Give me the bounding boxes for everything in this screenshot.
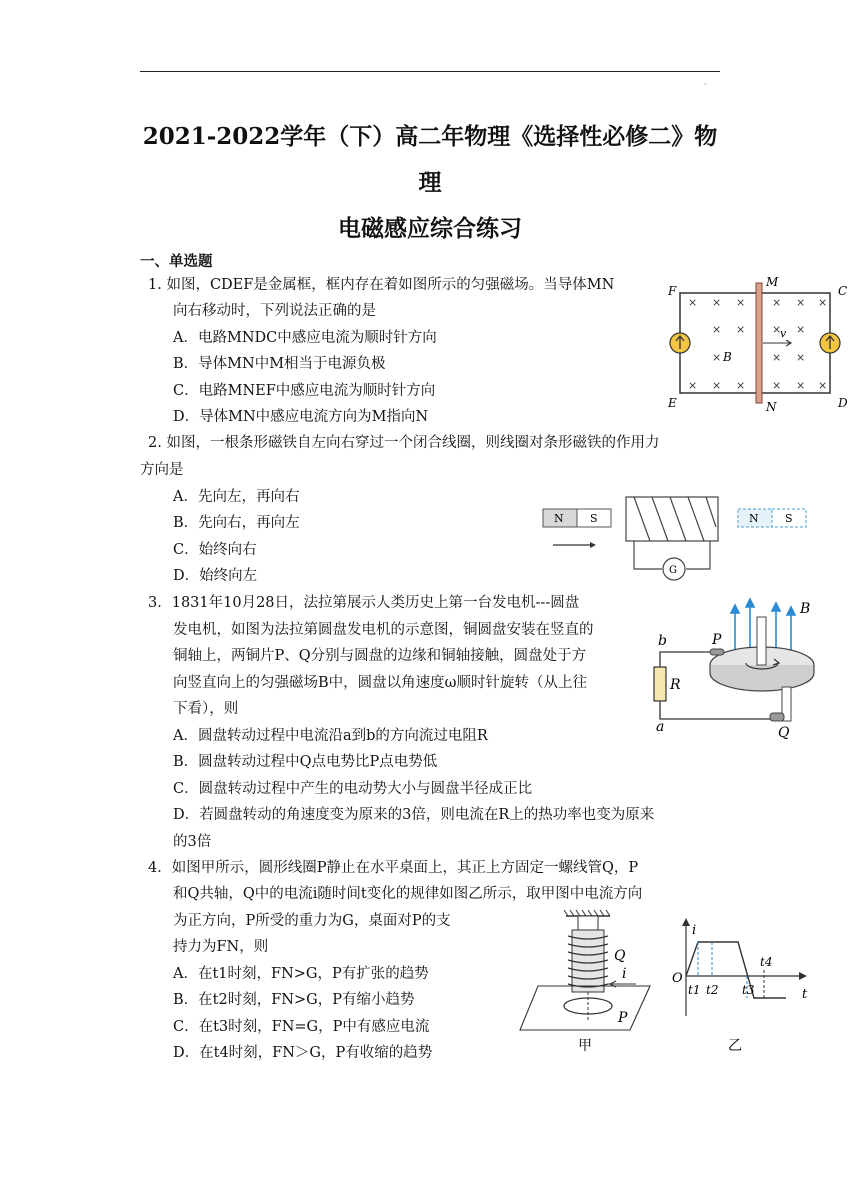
q3-option-c: C．圆盘转动过程中产生的电动势大小与圆盘半径成正比 (173, 781, 533, 797)
svg-text:B: B (723, 350, 732, 364)
svg-text:×: × (688, 379, 698, 392)
q4-stem-line2: 和Q共轴，Q中的电流i随时间t变化的规律如图乙所示，取甲图中电流方向 (173, 886, 643, 902)
q3-stem-line4: 向竖直向上的匀强磁场B中，圆盘以角速度ω顺时针旋转（从上往 (173, 675, 587, 691)
page-title: 2021-2022学年（下）高二年物理《选择性必修二》物 (142, 123, 718, 150)
q1-option-b: B．导体MN中M相当于电源负极 (173, 356, 386, 372)
q2-option-b: B．先向右，再向左 (173, 515, 300, 531)
section-heading: 一、单选题 (140, 254, 213, 270)
svg-text:×: × (736, 296, 746, 309)
svg-text:M: M (766, 275, 779, 289)
svg-text:O: O (672, 971, 683, 986)
svg-text:×: × (796, 379, 806, 392)
q2-stem-line2: 方向是 (140, 462, 184, 478)
q3-figure (650, 597, 845, 742)
svg-text:P: P (712, 632, 722, 648)
header-dot: · (704, 80, 707, 89)
svg-text:R: R (670, 677, 681, 693)
q4-figure-yi (668, 912, 818, 1057)
svg-text:t4: t4 (760, 955, 773, 969)
svg-text:Q: Q (778, 725, 790, 741)
q2-option-d: D．始终向左 (173, 568, 258, 584)
svg-text:N: N (554, 512, 564, 525)
q1-option-d: D．导体MN中感应电流方向为M指向N (173, 409, 429, 425)
q2-option-c: C．始终向右 (173, 542, 257, 558)
svg-text:N: N (749, 512, 759, 525)
svg-text:×: × (796, 351, 806, 364)
svg-text:C: C (838, 284, 848, 298)
q1-option-a: A．电路MNDC中感应电流为顺时针方向 (173, 330, 437, 346)
q1-option-c: C．电路MNEF中感应电流为顺时针方向 (173, 383, 436, 399)
svg-text:t2: t2 (706, 983, 719, 997)
q4-option-b: B．在t2时刻，FN>G，P有缩小趋势 (173, 992, 415, 1008)
q3-option-b: B．圆盘转动过程中Q点电势比P点电势低 (173, 754, 438, 770)
q4-option-d: D．在t4时刻，FN＞G，P有收缩的趋势 (173, 1045, 433, 1061)
q3-option-a: A．圆盘转动过程中电流沿a到b的方向流过电阻R (173, 728, 488, 744)
svg-text:×: × (688, 296, 698, 309)
svg-text:v: v (780, 327, 787, 340)
svg-text:甲: 甲 (578, 1038, 592, 1054)
svg-text:t3: t3 (742, 983, 755, 997)
svg-text:×: × (736, 323, 746, 336)
svg-text:×: × (712, 296, 722, 309)
svg-text:t: t (802, 987, 808, 1002)
svg-text:×: × (736, 379, 746, 392)
svg-text:t1: t1 (688, 983, 701, 997)
page-subtitle: 电磁感应综合练习 (338, 215, 522, 242)
q2-figure (538, 487, 813, 582)
svg-text:S: S (590, 512, 598, 525)
top-rule (140, 71, 720, 72)
q2-option-a: A．先向左，再向右 (173, 489, 300, 505)
page-title-continued: 理 (418, 169, 442, 196)
svg-text:G: G (669, 565, 677, 576)
svg-text:×: × (712, 351, 722, 364)
svg-text:b: b (658, 633, 667, 649)
q3-option-d-line2: 的3倍 (173, 834, 212, 850)
svg-text:i: i (622, 966, 627, 982)
q3-stem-line3: 铜轴上，两铜片P、Q分别与圆盘的边缘和铜轴接触，圆盘处于方 (173, 648, 587, 664)
svg-text:a: a (656, 719, 665, 735)
svg-text:×: × (796, 296, 806, 309)
svg-text:×: × (772, 351, 782, 364)
svg-text:×: × (772, 323, 782, 336)
svg-text:乙: 乙 (728, 1038, 742, 1054)
svg-text:×: × (818, 296, 828, 309)
q4-stem-line4: 持力为FN，则 (173, 939, 269, 955)
svg-text:×: × (772, 296, 782, 309)
q1-stem-line2: 向右移动时，下列说法正确的是 (173, 303, 376, 319)
q3-stem-line1: 3．1831年10月28日，法拉第展示人类历史上第一台发电机---圆盘 (148, 595, 580, 611)
svg-text:P: P (618, 1010, 628, 1026)
svg-text:S: S (785, 512, 793, 525)
q3-stem-line2: 发电机，如图为法拉第圆盘发电机的示意图，铜圆盘安装在竖直的 (173, 622, 594, 638)
svg-text:N: N (766, 400, 777, 414)
q1-stem-line1: 1. 如图，CDEF是金属框，框内存在着如图所示的匀强磁场。当导体MN (148, 277, 615, 293)
q3-option-d-line1: D．若圆盘转动的角速度变为原来的3倍，则电流在R上的热功率也变为原来 (173, 807, 655, 823)
svg-text:F: F (668, 284, 677, 298)
q4-stem-line3: 为正方向，P所受的重力为G，桌面对P的支 (173, 913, 451, 929)
q3-stem-line5: 下看），则 (173, 701, 239, 717)
q1-figure (660, 275, 855, 415)
q2-stem-line1: 2. 如图，一根条形磁铁自左向右穿过一个闭合线圈，则线圈对条形磁铁的作用力 (148, 435, 660, 451)
q4-option-c: C．在t3时刻，FN=G，P中有感应电流 (173, 1019, 430, 1035)
svg-text:D: D (838, 396, 848, 410)
svg-text:B: B (800, 601, 811, 617)
q4-stem-line1: 4．如图甲所示，圆形线圈P静止在水平桌面上，其正上方固定一螺线管Q，P (148, 860, 639, 876)
svg-text:×: × (772, 379, 782, 392)
svg-text:Q: Q (614, 948, 626, 964)
svg-text:E: E (668, 396, 677, 410)
svg-text:×: × (818, 379, 828, 392)
svg-text:×: × (712, 379, 722, 392)
q4-option-a: A．在t1时刻，FN>G，P有扩张的趋势 (173, 966, 429, 982)
q4-figure-jia (518, 908, 668, 1058)
svg-text:i: i (692, 923, 697, 938)
svg-text:×: × (796, 323, 806, 336)
svg-text:×: × (712, 323, 722, 336)
